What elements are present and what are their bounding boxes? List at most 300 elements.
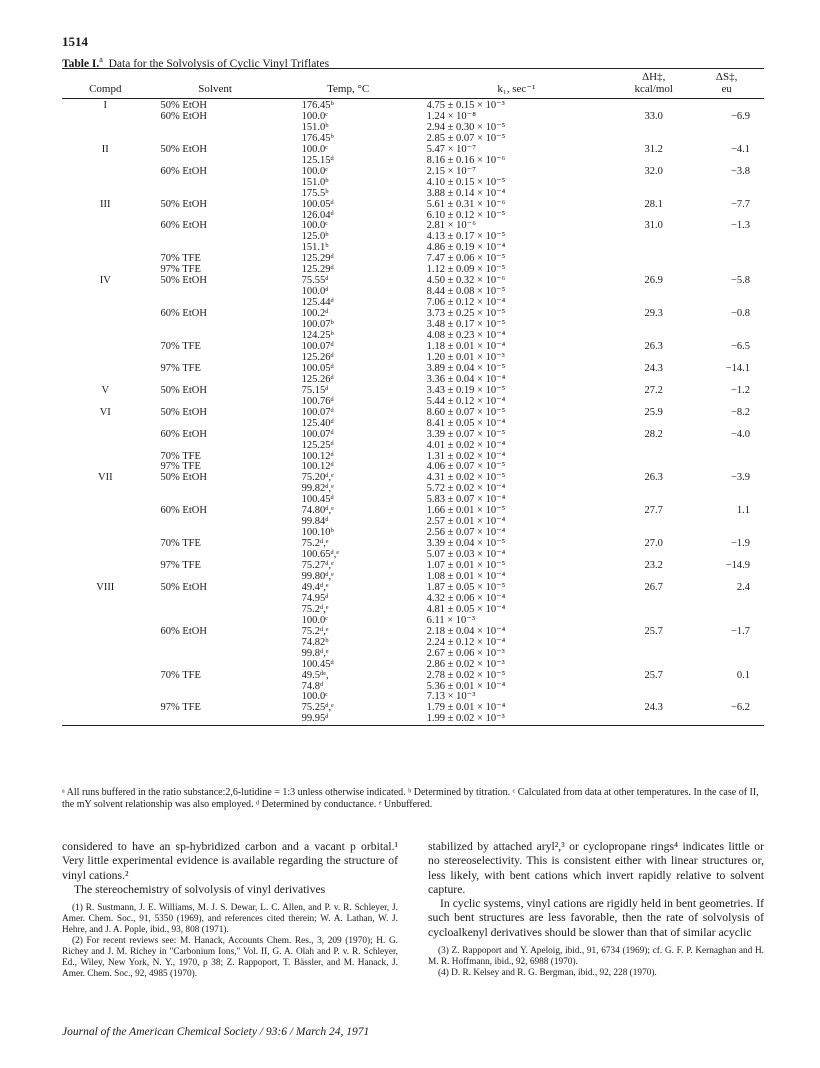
header-row-bottom bbox=[62, 83, 764, 99]
entropy-cell: −6.2 bbox=[730, 702, 750, 714]
rate-constant-cell: 5.36 ± 0.01 × 10⁻⁴ bbox=[426, 680, 506, 692]
table-row bbox=[62, 517, 764, 528]
enthalpy-cell: 33.0 bbox=[644, 110, 663, 122]
rate-constant-cell: 3.39 ± 0.07 × 10⁻⁵ bbox=[426, 428, 506, 440]
temp-cell: 125.15ᵈ bbox=[301, 154, 334, 166]
reference-2: (2) For recent reviews see: M. Hanack, Accounts Chem. Res., 3, 209 (1970); H. G. Richey and J. M. Richey in "Carbonium Ions," Vol. II, G. A. Olah and P. v. R. Schleyer, Ed., Wiley, New York, N. Y., 1970, p 38; Z. Rappoport, T. Bässler, and M. Hanack, J. Amer. Chem. Soc., 92, 4985 (1970). bbox=[62, 936, 398, 980]
temp-cell: 49.5ᵈᵉ, bbox=[301, 669, 329, 681]
table-row bbox=[62, 594, 764, 605]
entropy-cell bbox=[689, 605, 764, 616]
solvent-cell bbox=[149, 660, 282, 671]
compd-cell: I bbox=[103, 100, 108, 111]
compd-cell bbox=[62, 353, 149, 364]
compd-cell bbox=[62, 441, 149, 452]
solvent-cell: 50% EtOH bbox=[160, 406, 207, 418]
temp-cell: 100.65ᵈ,ᵉ bbox=[301, 549, 340, 561]
enthalpy-cell bbox=[618, 594, 689, 605]
solvent-cell: 50% EtOH bbox=[160, 198, 207, 210]
enthalpy-cell: 25.7 bbox=[644, 625, 663, 637]
entropy-cell: −1.7 bbox=[730, 625, 750, 637]
table-row bbox=[62, 419, 764, 430]
left-references bbox=[62, 903, 398, 980]
rate-constant-cell: 3.48 ± 0.17 × 10⁻⁵ bbox=[426, 319, 506, 331]
rate-constant-cell: 1.24 × 10⁻⁸ bbox=[426, 110, 476, 122]
rate-constant-cell: 8.41 ± 0.05 × 10⁻⁴ bbox=[426, 417, 506, 429]
table-row bbox=[62, 605, 764, 616]
entropy-cell: −4.0 bbox=[730, 428, 750, 440]
rate-constant-cell: 3.43 ± 0.19 × 10⁻⁵ bbox=[426, 384, 506, 396]
compd-cell bbox=[62, 320, 149, 331]
enthalpy-cell bbox=[618, 243, 689, 254]
entropy-cell bbox=[689, 616, 764, 627]
rate-constant-cell: 8.44 ± 0.08 × 10⁻⁵ bbox=[426, 286, 506, 298]
rate-constant-cell: 4.10 ± 0.15 × 10⁻⁵ bbox=[426, 176, 506, 188]
enthalpy-cell bbox=[618, 178, 689, 189]
compd-cell bbox=[62, 671, 149, 682]
temp-cell: 125.26ᵈ bbox=[301, 373, 334, 385]
rate-constant-cell: 4.86 ± 0.19 × 10⁻⁴ bbox=[426, 242, 506, 254]
table-row bbox=[62, 112, 764, 123]
compd-cell bbox=[62, 342, 149, 353]
enthalpy-cell bbox=[618, 254, 689, 265]
solvent-cell: 50% EtOH bbox=[160, 275, 207, 287]
rate-constant-cell: 2.78 ± 0.02 × 10⁻⁵ bbox=[426, 669, 506, 681]
temp-cell: 100.0ᶜ bbox=[301, 143, 328, 155]
rate-constant-cell: 2.15 × 10⁻⁷ bbox=[426, 165, 476, 177]
solvolysis-data-table bbox=[62, 69, 764, 726]
enthalpy-cell bbox=[618, 419, 689, 430]
compd-cell bbox=[62, 561, 149, 572]
journal-footer: Journal of the American Chemical Society / 93:6 / March 24, 1971 bbox=[62, 1026, 370, 1038]
enthalpy-cell: 28.2 bbox=[644, 428, 663, 440]
solvent-cell bbox=[149, 123, 282, 134]
compd-cell bbox=[62, 616, 149, 627]
enthalpy-cell: 26.9 bbox=[644, 275, 663, 287]
compd-cell bbox=[62, 649, 149, 660]
temp-cell: 125.29ᵈ bbox=[301, 253, 334, 265]
solvent-cell: 70% TFE bbox=[160, 669, 201, 681]
rate-constant-cell: 8.16 ± 0.16 × 10⁻⁶ bbox=[426, 154, 506, 166]
left-paragraph-1: considered to have an sp-hybridized carbon and a vacant p orbital.¹ Very little experimental evidence is available regarding the structure of vinyl cations.² bbox=[62, 840, 398, 882]
temp-cell: 75.27ᵈ,ᵉ bbox=[301, 560, 334, 572]
entropy-cell bbox=[689, 682, 764, 693]
right-references bbox=[428, 946, 764, 979]
rate-constant-cell: 1.79 ± 0.01 × 10⁻⁴ bbox=[426, 702, 506, 714]
table-row bbox=[62, 638, 764, 649]
solvent-cell bbox=[149, 320, 282, 331]
enthalpy-cell: 25.9 bbox=[644, 406, 663, 418]
temp-cell: 176.45ᵇ bbox=[301, 132, 334, 144]
rate-constant-cell: 2.18 ± 0.04 × 10⁻⁴ bbox=[426, 625, 506, 637]
temp-cell: 99.95ᵈ bbox=[301, 713, 329, 725]
temp-cell: 125.0ᵇ bbox=[301, 231, 329, 243]
header-temp: Temp, °C bbox=[327, 83, 370, 95]
enthalpy-cell bbox=[618, 638, 689, 649]
table-row bbox=[62, 221, 764, 232]
table-label-footnote-mark: a bbox=[99, 55, 103, 64]
enthalpy-cell: 27.7 bbox=[644, 505, 663, 517]
temp-cell: 100.12ᵈ bbox=[301, 450, 334, 462]
compd-cell bbox=[62, 331, 149, 342]
entropy-cell: 2.4 bbox=[736, 581, 750, 593]
compd-cell bbox=[62, 692, 149, 703]
temp-cell: 100.07ᵈ bbox=[301, 340, 334, 352]
temp-cell: 74.95ᵈ bbox=[301, 592, 329, 604]
temp-cell: 75.2ᵈ,ᵉ bbox=[301, 603, 329, 615]
temp-cell: 75.15ᵈ bbox=[301, 384, 329, 396]
solvent-cell: 60% EtOH bbox=[160, 625, 207, 637]
compd-cell bbox=[62, 517, 149, 528]
entropy-cell: −5.8 bbox=[730, 275, 750, 287]
enthalpy-cell: 25.7 bbox=[644, 669, 663, 681]
solvent-cell bbox=[149, 189, 282, 200]
compd-cell bbox=[62, 638, 149, 649]
entropy-cell bbox=[689, 462, 764, 473]
entropy-cell bbox=[689, 211, 764, 222]
rate-constant-cell: 4.81 ± 0.05 × 10⁻⁴ bbox=[426, 603, 506, 615]
enthalpy-cell bbox=[618, 682, 689, 693]
solvent-cell bbox=[149, 484, 282, 495]
rate-constant-cell: 1.07 ± 0.01 × 10⁻⁵ bbox=[426, 560, 506, 572]
temp-cell: 151.0ᵇ bbox=[301, 176, 329, 188]
header-ds-top: ΔS‡, bbox=[715, 71, 738, 83]
temp-cell: 100.0ᶜ bbox=[301, 614, 328, 626]
compd-cell bbox=[62, 627, 149, 638]
solvent-cell: 60% EtOH bbox=[160, 165, 207, 177]
enthalpy-cell bbox=[618, 714, 689, 725]
table-row bbox=[62, 660, 764, 671]
temp-cell: 124.25ᵇ bbox=[301, 330, 334, 342]
entropy-cell bbox=[689, 638, 764, 649]
solvent-cell bbox=[149, 649, 282, 660]
table-row bbox=[62, 342, 764, 353]
table-row bbox=[62, 682, 764, 693]
enthalpy-cell: 26.3 bbox=[644, 472, 663, 484]
temp-cell: 74.82ᵇ bbox=[301, 636, 329, 648]
entropy-cell bbox=[689, 331, 764, 342]
rate-constant-cell: 3.36 ± 0.04 × 10⁻⁴ bbox=[426, 373, 506, 385]
entropy-cell bbox=[689, 232, 764, 243]
rate-constant-cell: 4.75 ± 0.15 × 10⁻³ bbox=[426, 100, 505, 111]
table-row bbox=[62, 364, 764, 375]
enthalpy-cell bbox=[618, 605, 689, 616]
table-row bbox=[62, 386, 764, 397]
compd-cell bbox=[62, 703, 149, 714]
solvent-cell: 60% EtOH bbox=[160, 505, 207, 517]
header-ds-unit: eu bbox=[721, 83, 732, 95]
rate-constant-cell: 2.86 ± 0.02 × 10⁻³ bbox=[426, 658, 505, 670]
enthalpy-cell: 26.7 bbox=[644, 581, 663, 593]
entropy-cell bbox=[689, 452, 764, 463]
table-row bbox=[62, 583, 764, 594]
temp-cell: 100.07ᵇ bbox=[301, 319, 334, 331]
temp-cell: 151.0ᵇ bbox=[301, 121, 329, 133]
compd-cell: VIII bbox=[96, 581, 115, 593]
rate-constant-cell: 3.39 ± 0.04 × 10⁻⁵ bbox=[426, 538, 506, 550]
compd-cell bbox=[62, 232, 149, 243]
reference-4: (4) D. R. Kelsey and R. G. Bergman, ibid., 92, 228 (1970). bbox=[438, 968, 657, 979]
rate-constant-cell: 5.61 ± 0.31 × 10⁻⁶ bbox=[426, 198, 506, 210]
solvent-cell: 50% EtOH bbox=[160, 581, 207, 593]
rate-constant-cell: 7.47 ± 0.06 × 10⁻⁵ bbox=[426, 253, 506, 265]
temp-cell: 75.25ᵈ,ᵉ bbox=[301, 702, 334, 714]
solvent-cell: 97% TFE bbox=[160, 702, 201, 714]
enthalpy-cell: 28.1 bbox=[644, 198, 663, 210]
compd-cell bbox=[62, 550, 149, 561]
rate-constant-cell: 1.20 ± 0.01 × 10⁻³ bbox=[426, 351, 505, 363]
enthalpy-cell: 26.3 bbox=[644, 340, 663, 352]
enthalpy-cell bbox=[618, 441, 689, 452]
enthalpy-cell bbox=[618, 189, 689, 200]
entropy-cell: 1.1 bbox=[736, 505, 750, 517]
solvent-cell: 97% TFE bbox=[160, 461, 201, 473]
entropy-cell bbox=[689, 495, 764, 506]
solvent-cell: 70% TFE bbox=[160, 450, 201, 462]
temp-cell: 100.05ᵈ bbox=[301, 362, 334, 374]
solvent-cell bbox=[149, 441, 282, 452]
table-row bbox=[62, 671, 764, 682]
temp-cell: 125.25ᵈ bbox=[301, 439, 334, 451]
entropy-cell: 0.1 bbox=[736, 669, 750, 681]
entropy-cell: −0.8 bbox=[730, 308, 750, 320]
table-row bbox=[62, 473, 764, 484]
table-row bbox=[62, 232, 764, 243]
temp-cell: 99.8ᵈ,ᵉ bbox=[301, 647, 329, 659]
compd-cell bbox=[62, 167, 149, 178]
entropy-cell: −3.9 bbox=[730, 472, 750, 484]
rate-constant-cell: 3.88 ± 0.14 × 10⁻⁴ bbox=[426, 187, 506, 199]
compd-cell bbox=[62, 605, 149, 616]
entropy-cell bbox=[689, 375, 764, 386]
table-row bbox=[62, 561, 764, 572]
entropy-cell bbox=[689, 572, 764, 583]
enthalpy-cell: 23.2 bbox=[644, 560, 663, 572]
rate-constant-cell: 4.08 ± 0.23 × 10⁻⁴ bbox=[426, 330, 506, 342]
entropy-cell: −14.1 bbox=[725, 362, 750, 374]
compd-cell bbox=[62, 254, 149, 265]
compd-cell bbox=[62, 430, 149, 441]
rate-constant-cell: 1.12 ± 0.09 × 10⁻⁵ bbox=[426, 264, 506, 276]
temp-cell: 100.0ᶜ bbox=[301, 691, 328, 703]
compd-cell bbox=[62, 287, 149, 298]
right-paragraph-2: In cyclic systems, vinyl cations are rigidly held in bent geometries. If such bent structures are less favorable, then the rate of solvolysis of cycloalkenyl derivatives should be slower than that of similar acyclic bbox=[428, 897, 764, 939]
left-column bbox=[62, 840, 398, 980]
table-row bbox=[62, 178, 764, 189]
reference-3: (3) Z. Rappoport and Y. Apeloig, ibid., 91, 6734 (1969); cf. G. F. P. Kernaghan and H. M. R. Hoffmann, ibid., 92, 6988 (1970). bbox=[428, 946, 764, 968]
solvent-cell: 70% TFE bbox=[160, 253, 201, 265]
table-footnote: ᵃ All runs buffered in the ratio substance:2,6-lutidine = 1:3 unless otherwise indicated. ᵇ Determined by titration. ᶜ Calculated from data at other temperatures. In the case of II, the mY solvent relationship was also employed. ᵈ Determined by conductance. ᵉ Unbuffered. bbox=[62, 787, 759, 810]
header-dh-top: ΔH‡, bbox=[642, 71, 666, 83]
left-paragraph-2: The stereochemistry of solvolysis of vinyl derivatives bbox=[74, 882, 326, 896]
rate-constant-cell: 5.47 × 10⁻⁷ bbox=[426, 143, 476, 155]
compd-cell bbox=[62, 528, 149, 539]
enthalpy-cell: 31.2 bbox=[644, 143, 663, 155]
temp-cell: 100.45ᵈ bbox=[301, 494, 334, 506]
rate-constant-cell: 2.57 ± 0.01 × 10⁻⁴ bbox=[426, 516, 506, 528]
header-dh-unit: kcal/mol bbox=[634, 83, 673, 95]
table-row bbox=[62, 703, 764, 714]
solvent-cell: 60% EtOH bbox=[160, 308, 207, 320]
compd-cell bbox=[62, 243, 149, 254]
enthalpy-cell: 27.2 bbox=[644, 384, 663, 396]
table-row bbox=[62, 145, 764, 156]
solvent-cell: 97% TFE bbox=[160, 560, 201, 572]
entropy-cell bbox=[689, 254, 764, 265]
entropy-cell bbox=[689, 517, 764, 528]
temp-cell: 125.44ᵈ bbox=[301, 297, 334, 309]
solvent-cell bbox=[149, 594, 282, 605]
entropy-cell: −1.2 bbox=[730, 384, 750, 396]
rate-constant-cell: 3.73 ± 0.25 × 10⁻⁵ bbox=[426, 308, 506, 320]
compd-cell bbox=[62, 660, 149, 671]
rate-constant-cell: 2.56 ± 0.07 × 10⁻⁴ bbox=[426, 527, 506, 539]
entropy-cell: −1.3 bbox=[730, 220, 750, 232]
rate-constant-cell: 1.08 ± 0.01 × 10⁻⁴ bbox=[426, 570, 506, 582]
table-row bbox=[62, 484, 764, 495]
compd-cell: IV bbox=[99, 275, 111, 287]
temp-cell: 74.80ᵈ,ᵉ bbox=[301, 505, 334, 517]
rate-constant-cell: 1.18 ± 0.01 × 10⁻⁴ bbox=[426, 340, 506, 352]
compd-cell bbox=[62, 123, 149, 134]
entropy-cell bbox=[689, 189, 764, 200]
compd-cell: II bbox=[101, 143, 109, 155]
rate-constant-cell: 4.01 ± 0.02 × 10⁻⁴ bbox=[426, 439, 506, 451]
compd-cell bbox=[62, 419, 149, 430]
entropy-cell bbox=[689, 178, 764, 189]
rate-constant-cell: 8.60 ± 0.07 × 10⁻⁵ bbox=[426, 406, 506, 418]
compd-cell bbox=[62, 112, 149, 123]
solvent-cell bbox=[149, 178, 282, 189]
temp-cell: 175.5ᵇ bbox=[301, 187, 329, 199]
compd-cell bbox=[62, 178, 149, 189]
temp-cell: 100.0ᶜ bbox=[301, 110, 328, 122]
temp-cell: 75.20ᵈ,ᵉ bbox=[301, 472, 334, 484]
table-row bbox=[62, 539, 764, 550]
solvent-cell: 50% EtOH bbox=[160, 100, 207, 111]
entropy-cell: −14.9 bbox=[725, 560, 750, 572]
solvent-cell: 60% EtOH bbox=[160, 110, 207, 122]
header-solvent: Solvent bbox=[198, 83, 232, 95]
solvent-cell bbox=[149, 517, 282, 528]
table-row bbox=[62, 287, 764, 298]
rate-constant-cell: 1.31 ± 0.02 × 10⁻⁴ bbox=[426, 450, 506, 462]
temp-cell: 100.45ᵈ bbox=[301, 658, 334, 670]
compd-cell bbox=[62, 189, 149, 200]
rate-constant-cell: 5.83 ± 0.07 × 10⁻⁴ bbox=[426, 494, 506, 506]
temp-cell: 125.40ᵈ bbox=[301, 417, 334, 429]
solvent-cell bbox=[149, 682, 282, 693]
rate-constant-cell: 1.99 ± 0.02 × 10⁻³ bbox=[426, 713, 505, 725]
entropy-cell bbox=[689, 484, 764, 495]
rate-constant-cell: 5.07 ± 0.03 × 10⁻⁴ bbox=[426, 549, 506, 561]
table-row bbox=[62, 408, 764, 419]
rate-constant-cell: 2.81 × 10⁻⁶ bbox=[426, 220, 476, 232]
rate-constant-cell: 2.85 ± 0.07 × 10⁻⁵ bbox=[426, 132, 506, 144]
solvent-cell: 60% EtOH bbox=[160, 220, 207, 232]
entropy-cell bbox=[689, 397, 764, 408]
temp-cell: 100.0ᵈ bbox=[301, 286, 329, 298]
rate-constant-cell: 1.87 ± 0.05 × 10⁻⁵ bbox=[426, 581, 506, 593]
rate-constant-cell: 6.10 ± 0.12 × 10⁻⁵ bbox=[426, 209, 506, 221]
temp-cell: 100.76ᵈ bbox=[301, 395, 334, 407]
temp-cell: 100.12ᵈ bbox=[301, 461, 334, 473]
entropy-cell: −7.7 bbox=[730, 198, 750, 210]
table-label: Table I. bbox=[62, 57, 100, 70]
table-row bbox=[62, 276, 764, 287]
solvent-cell bbox=[149, 714, 282, 725]
enthalpy-cell: 29.3 bbox=[644, 308, 663, 320]
rate-constant-cell: 2.24 ± 0.12 × 10⁻⁴ bbox=[426, 636, 506, 648]
temp-cell: 125.29ᵈ bbox=[301, 264, 334, 276]
table-title: Data for the Solvolysis of Cyclic Vinyl Triflates bbox=[108, 57, 330, 70]
table-row bbox=[62, 506, 764, 517]
temp-cell: 99.80ᵈ,ᵉ bbox=[301, 570, 334, 582]
entropy-cell bbox=[689, 287, 764, 298]
table-row bbox=[62, 627, 764, 638]
enthalpy-cell: 24.3 bbox=[644, 702, 663, 714]
entropy-cell bbox=[689, 441, 764, 452]
entropy-cell bbox=[689, 660, 764, 671]
compd-cell bbox=[62, 298, 149, 309]
entropy-cell bbox=[689, 99, 764, 112]
entropy-cell bbox=[689, 320, 764, 331]
temp-cell: 125.26ᵈ bbox=[301, 351, 334, 363]
compd-cell bbox=[62, 714, 149, 725]
temp-cell: 99.82ᵈ,ᵉ bbox=[301, 483, 334, 495]
temp-cell: 100.10ᵇ bbox=[301, 527, 334, 539]
solvent-cell bbox=[149, 605, 282, 616]
compd-cell bbox=[62, 309, 149, 320]
header-row-top bbox=[62, 69, 764, 83]
rate-constant-cell: 5.72 ± 0.02 × 10⁻⁴ bbox=[426, 483, 506, 495]
entropy-cell: −6.5 bbox=[730, 340, 750, 352]
compd-cell: VII bbox=[97, 472, 113, 484]
enthalpy-cell bbox=[618, 99, 689, 112]
page-number: 1514 bbox=[62, 34, 88, 49]
rate-constant-cell: 4.50 ± 0.32 × 10⁻⁶ bbox=[426, 275, 506, 287]
temp-cell: 49.4ᵈ,ᵉ bbox=[301, 581, 329, 593]
solvent-cell bbox=[149, 638, 282, 649]
table-row bbox=[62, 320, 764, 331]
header-compd: Compd bbox=[89, 83, 122, 95]
entropy-cell bbox=[689, 714, 764, 725]
table-row bbox=[62, 309, 764, 320]
temp-cell: 75.2ᵈ,ᵉ bbox=[301, 538, 329, 550]
compd-cell bbox=[62, 594, 149, 605]
temp-cell: 99.84ᵈ bbox=[301, 516, 329, 528]
enthalpy-cell bbox=[618, 232, 689, 243]
rate-constant-cell: 2.94 ± 0.30 × 10⁻⁵ bbox=[426, 121, 506, 133]
enthalpy-cell bbox=[618, 123, 689, 134]
entropy-cell: −6.9 bbox=[730, 110, 750, 122]
temp-cell: 74.8ᵈ bbox=[301, 680, 324, 692]
rate-constant-cell: 2.67 ± 0.06 × 10⁻³ bbox=[426, 647, 505, 659]
rate-constant-cell: 6.11 × 10⁻³ bbox=[426, 614, 475, 626]
solvent-cell: 70% TFE bbox=[160, 538, 201, 550]
temp-cell: 100.0ᶜ bbox=[301, 220, 328, 232]
rate-constant-cell: 7.06 ± 0.12 × 10⁻⁴ bbox=[426, 297, 506, 309]
compd-cell bbox=[62, 539, 149, 550]
entropy-cell bbox=[689, 298, 764, 309]
table-header bbox=[62, 69, 764, 99]
table-row bbox=[62, 99, 764, 112]
rate-constant-cell: 1.66 ± 0.01 × 10⁻⁵ bbox=[426, 505, 506, 517]
enthalpy-cell: 24.3 bbox=[644, 362, 663, 374]
solvent-cell bbox=[149, 232, 282, 243]
enthalpy-cell: 31.0 bbox=[644, 220, 663, 232]
temp-cell: 75.2ᵈ,ᵉ bbox=[301, 625, 329, 637]
compd-cell bbox=[62, 682, 149, 693]
